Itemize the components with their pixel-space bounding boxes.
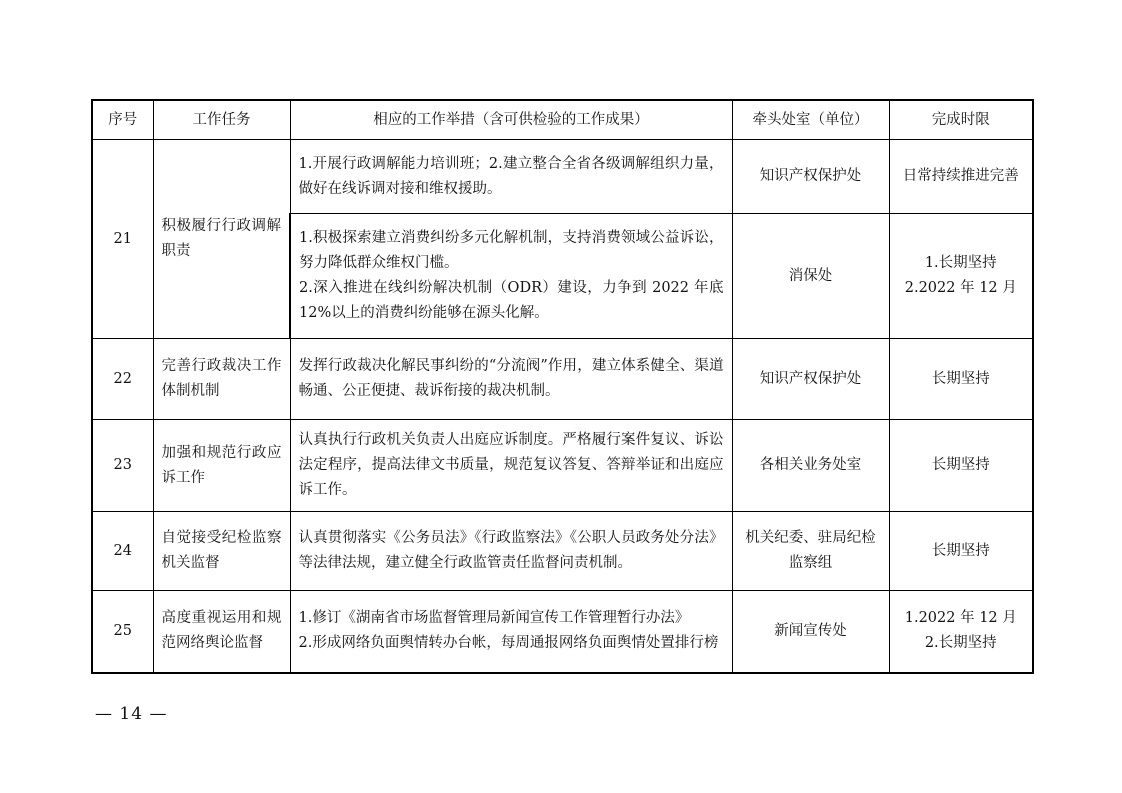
row-dept: 新闻宣传处 [732, 591, 889, 673]
row-deadline [889, 512, 1033, 591]
header-dept: 牵头处室（单位） [732, 100, 889, 140]
table-row [92, 512, 1033, 591]
row-measures [290, 591, 732, 673]
row-dept: 机关纪委、驻局纪检监察组 [732, 512, 889, 591]
row-task: 自觉接受纪检监察机关监督 [153, 512, 290, 591]
header-no: 序号 [92, 100, 153, 140]
row-measures [290, 214, 732, 339]
row-no: 24 [92, 512, 153, 591]
row-deadline [889, 140, 1033, 214]
measure-line: 2.形成网络负面舆情转办台帐，每周通报网络负面舆情处置排行榜 [298, 635, 719, 652]
measure-line: 1.开展行政调解能力培训班；2.建立整合全省各级调解组织力量，做好在线诉调对接和维权援助。 [298, 155, 724, 197]
row-dept: 知识产权保护处 [732, 140, 889, 214]
row-deadline [889, 339, 1033, 420]
deadline-line: 日常持续推进完善 [902, 168, 1019, 184]
task-table [91, 99, 1034, 674]
row-no: 22 [92, 339, 153, 420]
table-row [92, 339, 1033, 420]
deadline-line: 1.长期坚持 [924, 255, 997, 271]
row-measures [290, 420, 732, 512]
row-dept: 知识产权保护处 [732, 339, 889, 420]
deadline-line: 1.2022 年 12 月 [904, 610, 1017, 627]
row-deadline [889, 214, 1033, 339]
header-measures: 相应的工作举措（含可供检验的工作成果） [290, 100, 732, 140]
deadline-line: 长期坚持 [931, 457, 990, 473]
deadline-line: 2.2022 年 12 月 [904, 280, 1017, 296]
measure-line: 认真执行行政机关负责人出庭应诉制度。严格履行案件复议、诉讼法定程序，提高法律文书质量，规范复议答复、答辩举证和出庭应诉工作。 [298, 432, 724, 498]
measure-line: 1.修订《湖南省市场监督管理局新闻宣传工作管理暂行办法》 [298, 610, 690, 627]
row-dept: 各相关业务处室 [732, 420, 889, 512]
measure-line: 1.积极探索建立消费纠纷多元化解机制，支持消费领域公益诉讼，努力降低群众维权门槛。 [299, 230, 724, 271]
measure-line: 发挥行政裁决化解民事纠纷的“分流阀”作用，建立体系健全、渠道畅通、公正便捷、裁诉衔接的裁决机制。 [298, 358, 724, 399]
row-deadline [889, 420, 1033, 512]
row-dept: 消保处 [732, 214, 889, 339]
row-no: 25 [92, 591, 153, 673]
row-no: 23 [92, 420, 153, 512]
row-task: 加强和规范行政应诉工作 [153, 420, 290, 512]
row-measures [290, 339, 732, 420]
deadline-line: 长期坚持 [931, 370, 990, 387]
table-row [92, 140, 1033, 214]
row-task: 完善行政裁决工作体制机制 [153, 339, 290, 420]
page-number: — 14 — [95, 704, 168, 724]
header-task: 工作任务 [153, 100, 290, 140]
row-task: 积极履行行政调解职责 [153, 140, 290, 339]
header-deadline: 完成时限 [889, 100, 1033, 140]
row-measures [290, 512, 732, 591]
row-measures [290, 140, 732, 214]
measure-line: 认真贯彻落实《公务员法》《行政监察法》《公职人员政务处分法》等法律法规，建立健全行政监管责任监督问责机制。 [298, 530, 724, 571]
deadline-line: 2.长期坚持 [924, 635, 997, 652]
table-row [92, 420, 1033, 512]
measure-line: 2.深入推进在线纠纷解决机制（ODR）建设，力争到 2022 年底 12%以上的消费纠纷能够在源头化解。 [299, 280, 724, 321]
table-row [92, 591, 1033, 673]
table-header-row [92, 100, 1033, 140]
row-deadline [889, 591, 1033, 673]
row-task: 高度重视运用和规范网络舆论监督 [153, 591, 290, 673]
row-no: 21 [92, 140, 153, 339]
deadline-line: 长期坚持 [931, 542, 990, 559]
